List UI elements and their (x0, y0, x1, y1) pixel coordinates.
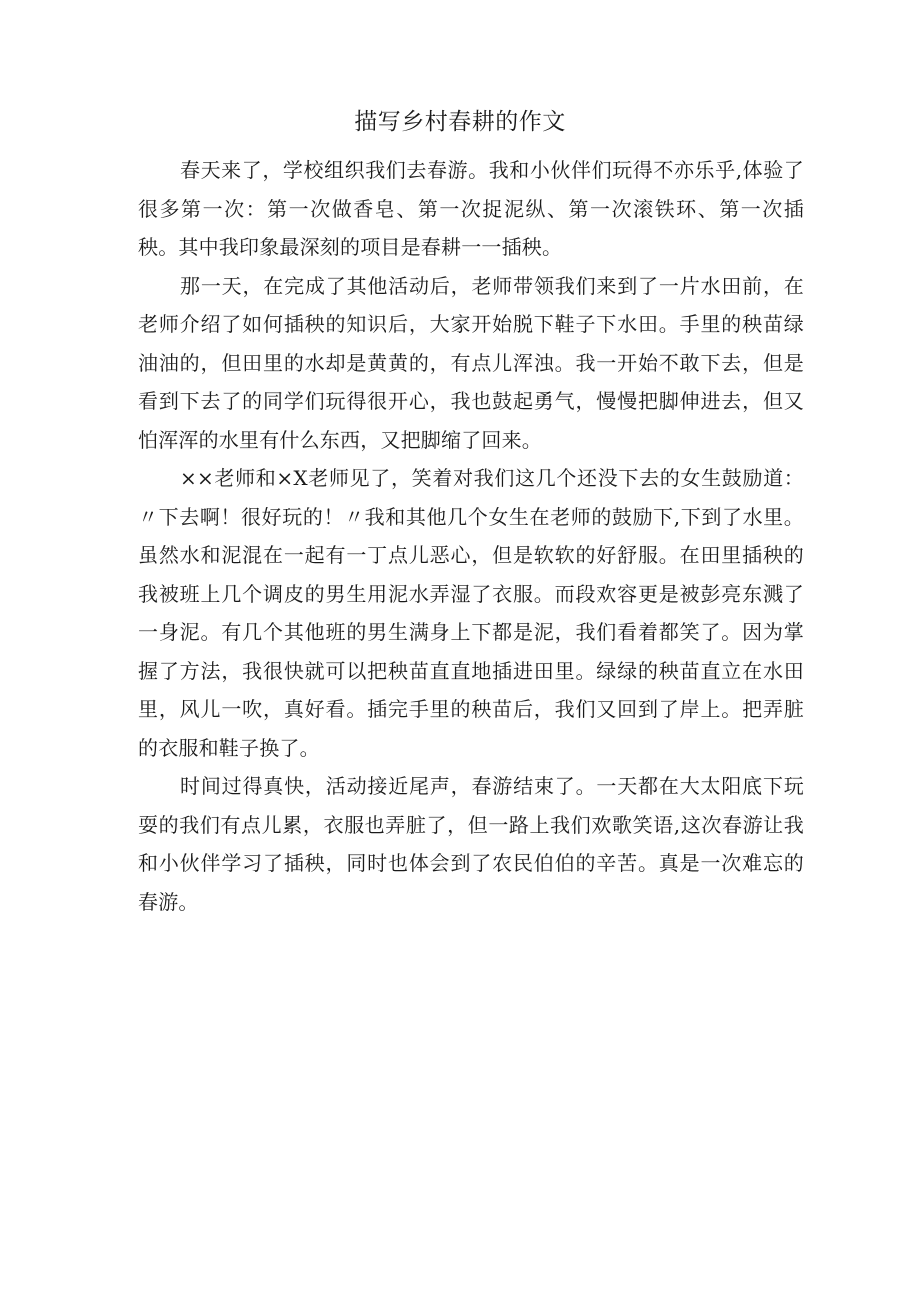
paragraph-4: 时间过得真快，活动接近尾声，春游结束了。一天都在大太阳底下玩耍的我们有点儿累，衣服也弄脏了，但一路上我们欢歌笑语,这次春游让我和小伙伴学习了插秧，同时也体会到了农民伯伯的辛苦。真是一次难忘的春游。 (138, 774, 804, 914)
document-title: 描写乡村春耕的作文 (354, 109, 566, 135)
paragraph-2: 那一天，在完成了其他活动后，老师带领我们来到了一片水田前，在老师介绍了如何插秧的知识后，大家开始脱下鞋子下水田。手里的秧苗绿油油的，但田里的水却是黄黄的，有点儿浑浊。我一开始不敢下去，但是看到下去了的同学们玩得很开心，我也鼓起勇气，慢慢把脚伸进去，但又怕浑浑的水里有什么东西，又把脚缩了回来。 (138, 273, 804, 452)
paragraph-3: ××老师和×X老师见了，笑着对我们这几个还没下去的女生鼓励道：〃下去啊！很好玩的！〃我和其他几个女生在老师的鼓励下,下到了水里。虽然水和泥混在一起有一丁点儿恶心，但是软软的好舒服。在田里插秧的我被班上几个调皮的男生用泥水弄湿了衣服。而段欢容更是被彭亮东溅了一身泥。有几个其他班的男生满身上下都是泥，我们看着都笑了。因为掌握了方法，我很快就可以把秧苗直直地插进田里。绿绿的秧苗直立在水田里，风儿一吹，真好看。插完手里的秧苗后，我们又回到了岸上。把弄脏的衣服和鞋子换了。 (138, 466, 804, 760)
paragraph-1: 春天来了，学校组织我们去春游。我和小伙伴们玩得不亦乐乎,体验了很多第一次：第一次做香皂、第一次捉泥纵、第一次滚铁环、第一次插秧。其中我印象最深刻的项目是春耕一一插秧。 (138, 158, 804, 259)
document-body (138, 151, 804, 921)
